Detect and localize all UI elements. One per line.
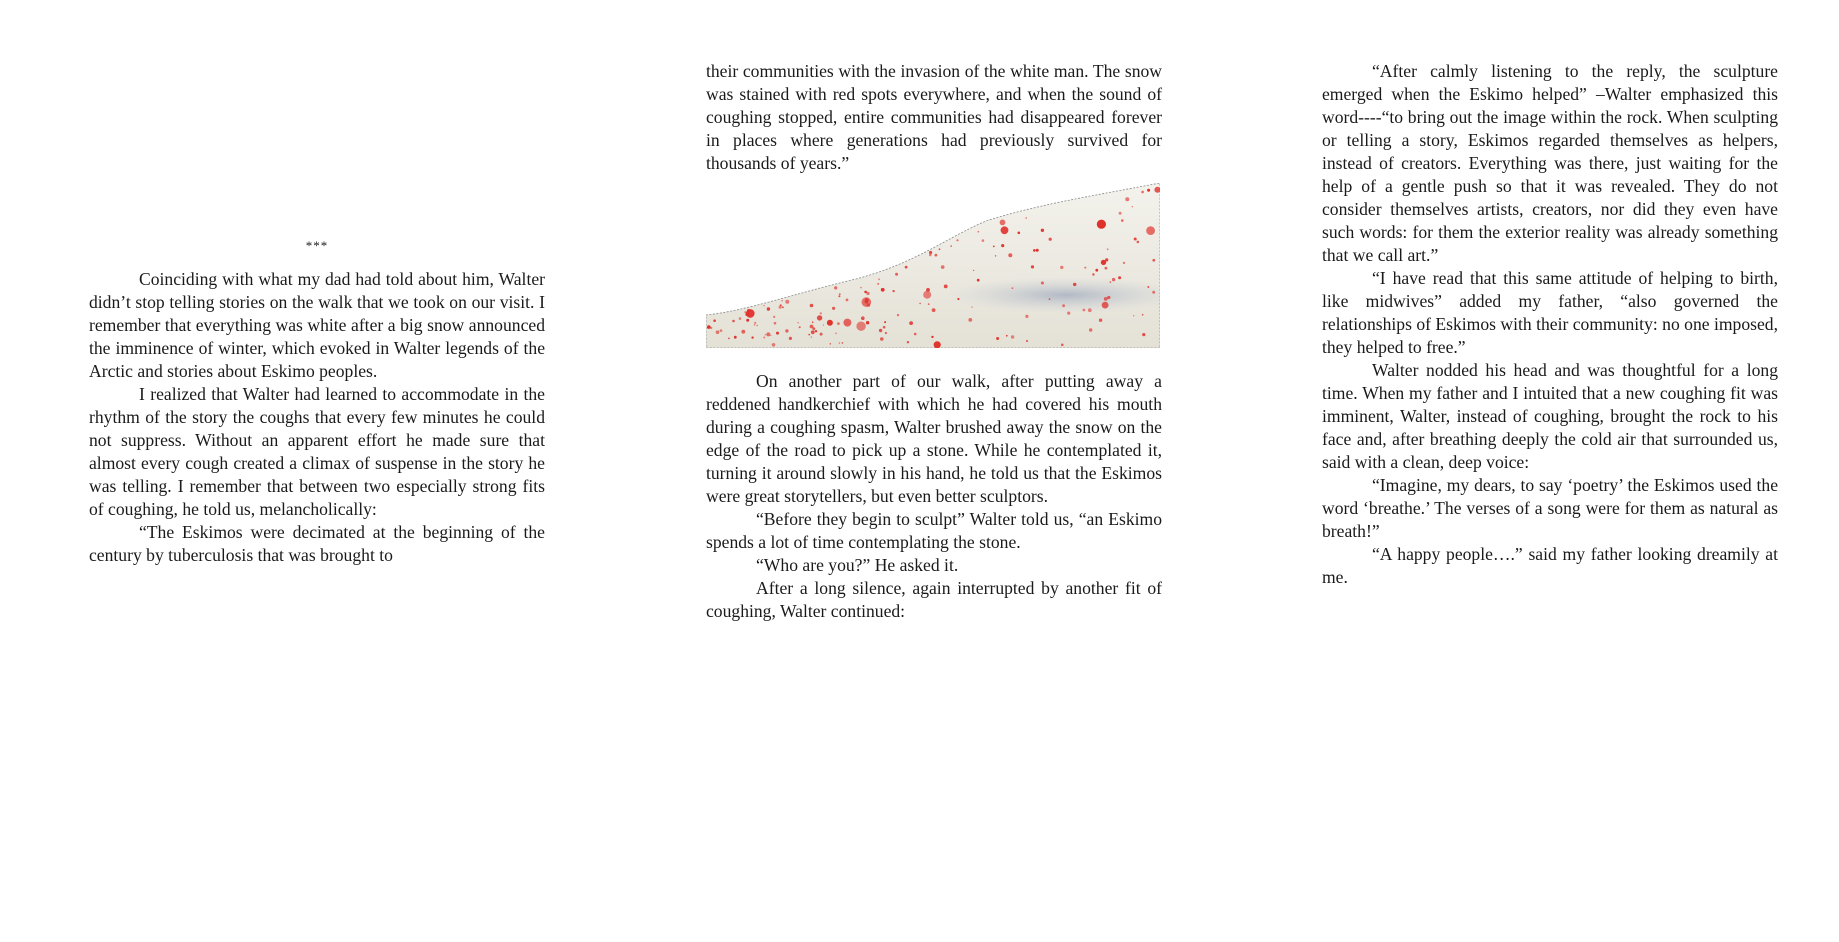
- blood-spot: [823, 324, 824, 325]
- blood-spot: [1041, 229, 1044, 232]
- blood-spot: [779, 306, 782, 309]
- blood-spot: [811, 330, 815, 334]
- blood-spot: [919, 303, 920, 304]
- blood-spot: [1147, 189, 1150, 192]
- paragraph: “Who are you?” He asked it.: [756, 555, 959, 575]
- blood-spot: [1104, 297, 1108, 301]
- blood-spot: [1025, 217, 1027, 219]
- blood-spot: [789, 337, 792, 340]
- paragraph: “A happy people….” said my father looking dreamily at me.: [1322, 544, 1778, 587]
- blood-spot: [763, 305, 764, 306]
- blood-spot: [1123, 262, 1125, 264]
- blood-spot: [905, 266, 908, 269]
- blood-spot: [713, 319, 716, 322]
- blood-spot: [810, 325, 814, 329]
- blood-spot: [835, 333, 836, 334]
- blood-spot: [1110, 281, 1112, 283]
- paragraph: “The Eskimos were decimated at the beginning of the century by tuberculosis that was brought to: [89, 522, 545, 565]
- blood-spot: [744, 311, 746, 313]
- blood-spot: [928, 303, 930, 305]
- blood-spot: [839, 342, 840, 343]
- blood-spot: [739, 317, 742, 320]
- blood-spot: [1097, 220, 1106, 229]
- blood-spot: [774, 322, 777, 325]
- paragraph: After a long silence, again interrupted by another fit of coughing, Walter continued:: [706, 578, 1162, 621]
- blood-spot: [879, 329, 882, 332]
- paragraph: “After calmly listening to the reply, the sculpture emerged when the Eskimo helped” –Walter emphasized this word----“to bring out the image within the rock. When sculpting or telling a story, Eskimos regarded themselves as helpers, instead of creators. Everything was there, just waiting for the help of a gentle push so that it was revealed. They do not consider themselves artists, creators, nor did they even have such words: for them the exterior reality was already something that we call art.”: [1322, 61, 1778, 265]
- blood-spot: [950, 245, 952, 247]
- paragraph: On another part of our walk, after putting away a reddened handkerchief with which he had covered his mouth during a coughing spasm, Walter brushed away the snow on the edge of the road to pick up a stone. While he contemplated it, turning it around slowly in his hand, he told us that the Eskimos were great storytellers, but even better sculptors.: [706, 371, 1162, 506]
- blood-spot: [957, 298, 959, 300]
- column-middle: [706, 60, 1162, 623]
- blood-spotted-snow-image: [706, 183, 1160, 348]
- blood-spot: [880, 337, 884, 341]
- blood-spot: [1137, 241, 1140, 244]
- blood-spot: [883, 326, 886, 329]
- blood-spot: [1099, 319, 1102, 322]
- blood-spot: [1025, 315, 1028, 318]
- blood-spot: [971, 306, 972, 307]
- blood-spot: [1061, 344, 1064, 347]
- blood-spot: [812, 321, 814, 323]
- blood-spot: [839, 293, 841, 295]
- blood-spot: [776, 332, 779, 335]
- blood-spot: [1107, 296, 1110, 299]
- blood-spot: [1088, 308, 1092, 312]
- blood-spot: [810, 304, 814, 308]
- blood-spot: [931, 336, 933, 338]
- blood-spot: [977, 279, 980, 282]
- blood-spot: [892, 290, 894, 292]
- blood-spot: [993, 246, 995, 248]
- blood-spot: [1146, 226, 1155, 235]
- paragraph: Walter nodded his head and was thoughtful for a long time. When my father and I intuited that a new coughing fit was imminent, Walter, instead of coughing, brought the rock to his face and, after breathing deeply the cold air that surrounded us, said with a clean, deep voice:: [1322, 360, 1778, 472]
- blood-spot: [1132, 206, 1133, 207]
- blood-spot: [1033, 249, 1036, 252]
- blood-spot: [877, 283, 879, 285]
- blood-spot: [1147, 286, 1149, 288]
- blood-spot: [1095, 269, 1098, 272]
- blood-spot: [1036, 249, 1039, 252]
- blood-spot: [817, 315, 822, 320]
- blood-spot: [765, 334, 766, 335]
- blood-spot: [1121, 219, 1124, 222]
- blood-spot: [1125, 197, 1129, 201]
- blood-spot: [982, 239, 985, 242]
- blood-spot: [956, 239, 958, 241]
- blood-spot: [763, 337, 765, 339]
- blood-spot: [799, 326, 801, 328]
- blood-spot: [1084, 267, 1086, 269]
- blood-spot: [864, 291, 867, 294]
- blood-spot: [856, 322, 865, 331]
- blood-spot: [1102, 302, 1109, 309]
- blood-spot: [1062, 304, 1065, 307]
- paragraph: “I have read that this same attitude of helping to birth, like midwives” added my father, “also governed the relationships of Eskimos with their community: no one imposed, they helped to free.”: [1322, 268, 1778, 357]
- blood-spot: [1083, 309, 1086, 312]
- blood-spot: [929, 251, 932, 254]
- column-right: [1322, 60, 1778, 589]
- blood-spot: [732, 320, 735, 323]
- blood-spot: [923, 291, 931, 299]
- blood-spot: [941, 265, 945, 269]
- blood-spot: [865, 300, 868, 303]
- blood-spot: [932, 308, 936, 312]
- blood-spot: [830, 343, 832, 345]
- paragraph-continued: their communities with the invasion of the white man. The snow was stained with red spots everywhere, and when the sound of coughing stopped, entire communities had disappeared forever in places where generations had previously survived for thousands of years.”: [706, 61, 1162, 173]
- blood-spot: [897, 314, 899, 316]
- blood-spot: [914, 333, 917, 336]
- blood-spot: [973, 270, 974, 271]
- blood-spot: [754, 324, 755, 325]
- blood-spot: [939, 248, 941, 250]
- blood-spot: [1067, 312, 1070, 315]
- blood-spot: [720, 329, 723, 332]
- blood-spot: [1118, 276, 1121, 279]
- blood-spot: [707, 325, 711, 329]
- blood-spot: [1031, 265, 1034, 268]
- paragraph: “Imagine, my dears, to say ‘poetry’ the Eskimos used the word ‘breathe.’ The verses of a song were for them as natural as breath!”: [1322, 475, 1778, 541]
- blood-spot: [1012, 287, 1014, 289]
- blood-spot: [1008, 253, 1012, 257]
- blood-spot: [1001, 244, 1004, 247]
- blood-spot: [1105, 267, 1108, 270]
- blood-spot: [909, 321, 913, 325]
- blood-spot: [838, 295, 840, 297]
- blood-spot: [728, 338, 730, 340]
- blood-spot: [782, 306, 784, 308]
- blood-spot: [1141, 191, 1144, 194]
- paragraph: “Before they begin to sculpt” Walter told us, “an Eskimo spends a lot of time contemplating the stone.: [706, 509, 1162, 552]
- column-left: [89, 238, 545, 567]
- blood-spot: [885, 332, 887, 334]
- blood-spot: [815, 330, 817, 332]
- section-separator: ***: [305, 238, 329, 253]
- blood-spot: [773, 316, 775, 318]
- blood-spot: [926, 288, 930, 292]
- blood-spot: [785, 300, 789, 304]
- blood-spot: [811, 336, 812, 337]
- blood-spot: [861, 316, 865, 320]
- blood-spot: [1112, 278, 1115, 281]
- blood-spot: [978, 231, 980, 233]
- paragraph: I realized that Walter had learned to accommodate in the rhythm of the story the coughs that every few minutes he could not suppress. Without an apparent effort he made sure that almost every cough created a climax of suspense in the story he was telling. I remember that between two especially strong fits of coughing, he told us, melancholically:: [89, 384, 545, 519]
- blood-spot: [734, 336, 737, 339]
- blood-spot: [1107, 248, 1109, 250]
- blood-spot: [770, 335, 771, 336]
- blood-spot: [746, 319, 749, 322]
- paragraph: Coinciding with what my dad had told about him, Walter didn’t stop telling stories on the walk that we took on our visit. I remember that everything was white after a big snow announced the imminence of winter, which evoked in Walter legends of the Arctic and stories about Eskimo peoples.: [89, 269, 545, 381]
- blood-spot: [1142, 333, 1145, 336]
- blood-spot: [1101, 260, 1106, 265]
- blood-spot: [827, 320, 833, 326]
- blood-spot: [781, 300, 782, 301]
- blood-spot: [1000, 220, 1006, 226]
- blood-spot: [716, 330, 720, 334]
- blood-spot: [1152, 291, 1155, 294]
- blood-spot: [772, 343, 776, 347]
- blood-spot: [1089, 328, 1092, 331]
- blood-spot: [834, 286, 837, 289]
- blood-spot: [884, 321, 886, 323]
- blood-spot: [1006, 335, 1008, 337]
- blood-spot: [757, 325, 758, 326]
- blood-spot: [968, 318, 972, 322]
- blood-spot: [866, 321, 869, 324]
- blood-spot: [820, 333, 823, 336]
- blood-spot: [944, 285, 948, 289]
- blood-spot: [842, 342, 844, 344]
- blood-spot: [1011, 335, 1014, 338]
- blood-spot: [843, 319, 851, 327]
- blood-spot: [767, 307, 770, 310]
- blood-spot: [1018, 232, 1021, 235]
- blood-spot: [860, 287, 862, 289]
- blood-spot: [766, 332, 770, 336]
- blood-spot: [1142, 314, 1144, 316]
- blood-spot: [895, 273, 898, 276]
- blood-spot: [751, 336, 753, 338]
- blood-spot: [935, 254, 938, 257]
- blood-spot: [1152, 259, 1155, 262]
- blood-spot: [1134, 238, 1137, 241]
- blood-spot: [1092, 273, 1094, 275]
- blood-spot: [1060, 266, 1063, 269]
- blood-spot: [996, 337, 999, 340]
- blood-spot: [1001, 226, 1009, 234]
- blood-spot: [1049, 298, 1051, 300]
- blood-spot: [846, 299, 849, 302]
- blood-spot: [1119, 212, 1122, 215]
- blood-spot: [820, 312, 822, 314]
- blood-spot: [878, 278, 880, 280]
- blood-spot: [808, 334, 810, 336]
- blood-spot: [832, 307, 835, 310]
- blood-spot: [746, 309, 755, 318]
- blood-spot: [785, 329, 788, 332]
- blood-spot: [741, 330, 745, 334]
- blood-spot: [837, 322, 840, 325]
- blood-spot: [1133, 315, 1134, 316]
- blood-spot: [881, 288, 885, 292]
- blood-spot: [1041, 282, 1044, 285]
- blood-spot: [1049, 238, 1052, 241]
- blood-spot: [754, 322, 756, 324]
- blood-spot: [867, 303, 871, 307]
- blood-spot: [1026, 340, 1028, 342]
- blood-spot: [907, 341, 909, 343]
- blood-spot: [1073, 283, 1076, 286]
- blood-spot: [798, 322, 799, 323]
- blood-spot: [995, 255, 996, 256]
